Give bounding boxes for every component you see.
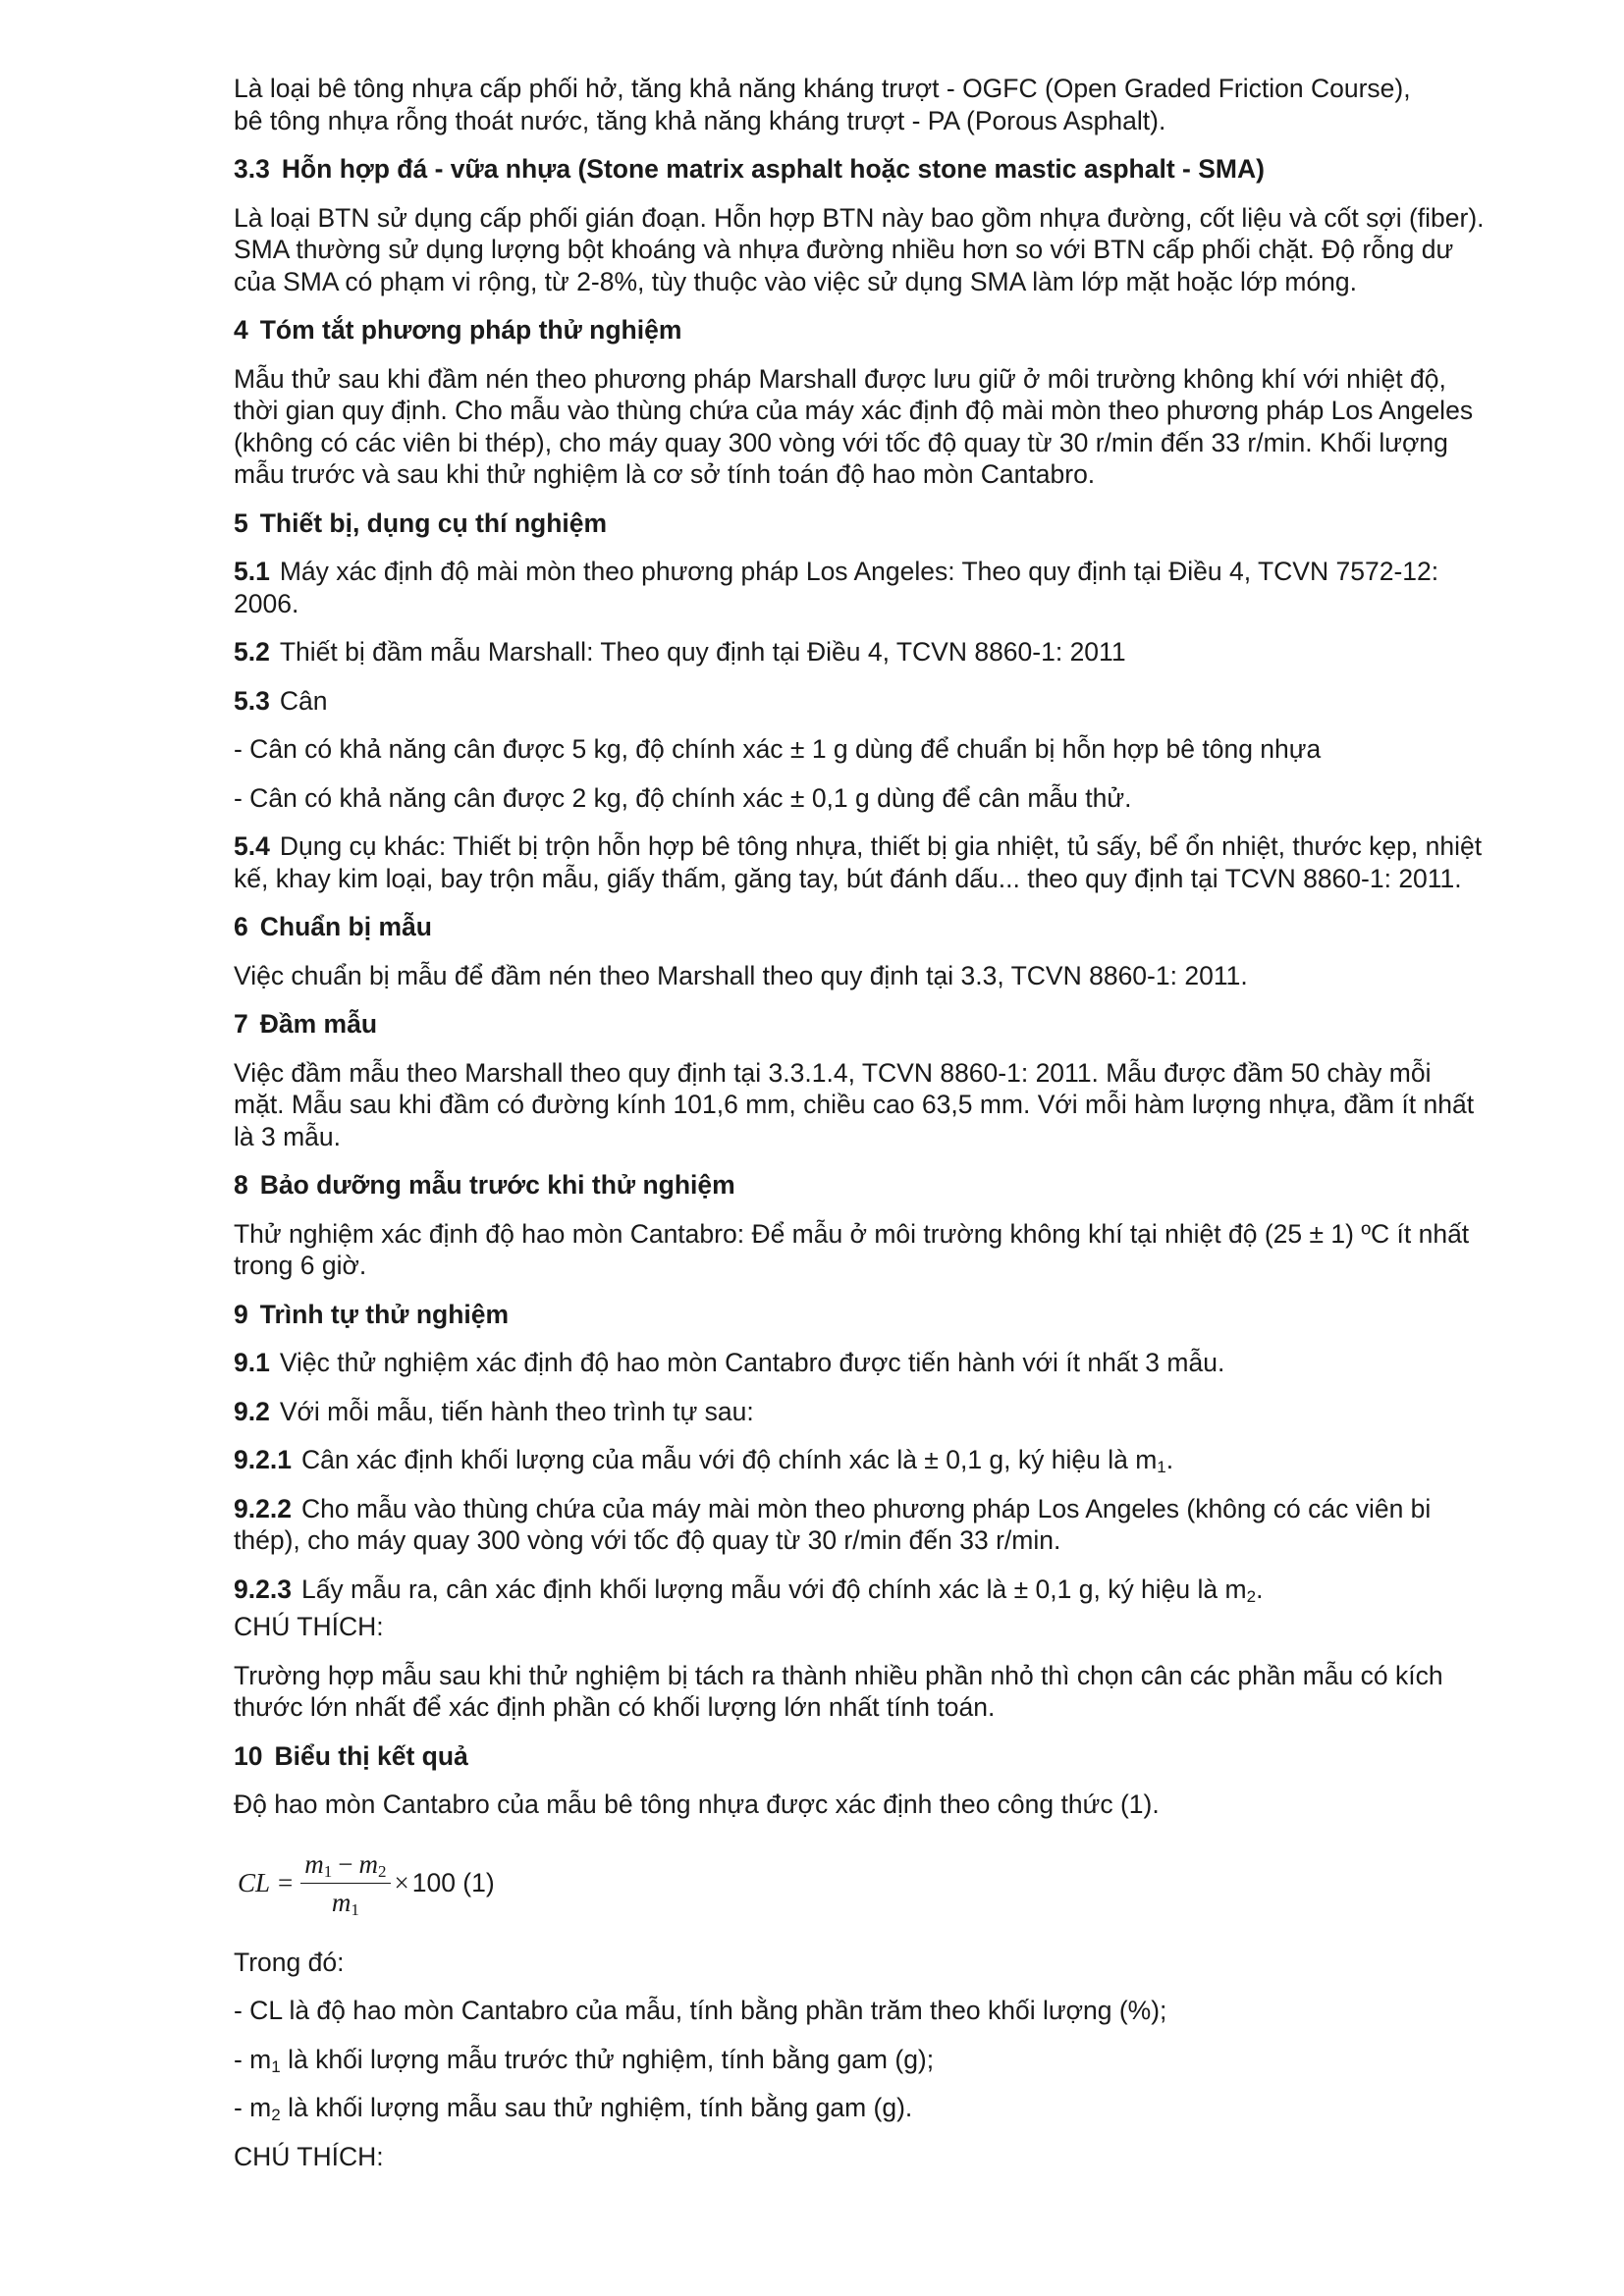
section-title: Bảo dưỡng mẫu trước khi thử nghiệm <box>259 1170 735 1200</box>
list-item-scale-5kg: - Cân có khả năng cân được 5 kg, độ chính xác ± 1 g dùng để chuẩn bị hỗn hợp bê tông nhựa <box>234 734 1322 764</box>
formula-equals: = <box>278 1868 294 1898</box>
section-number: 10 <box>234 1740 263 1771</box>
section-title: Thiết bị, dụng cụ thí nghiệm <box>259 507 608 538</box>
fraction-numerator <box>300 1848 390 1884</box>
clause-number: 9.1 <box>234 1348 270 1377</box>
clause-tail: . <box>1256 1574 1264 1604</box>
clause-5-1 <box>234 556 1486 619</box>
cantabro-formula <box>238 1842 1486 1925</box>
clause-text: Thiết bị đầm mẫu Marshall: Theo quy định tại Điều 4, TCVN 8860-1: 2011 <box>279 637 1126 667</box>
subscript: 1 <box>271 2056 281 2076</box>
clause-9-2-2 <box>234 1493 1486 1557</box>
clause-text: Máy xác định độ mài mòn theo phương pháp Los Angeles: Theo quy định tại Điều 4, TCVN 7572-12: 2006. <box>234 557 1439 618</box>
section-title: Hỗn hợp đá - vữa nhựa (Stone matrix asphalt hoặc stone mastic asphalt - SMA) <box>281 154 1265 184</box>
section-title: Đầm mẫu <box>259 1009 378 1039</box>
clause-number: 5.2 <box>234 637 270 667</box>
definition-prefix: - m <box>234 2093 272 2122</box>
clause-text: Cân <box>279 685 328 716</box>
definition-text: là khối lượng mẫu sau thử nghiệm, tính bằng gam (g). <box>280 2093 913 2122</box>
clause-number: 5.3 <box>234 685 270 716</box>
clause-text: Dụng cụ khác: Thiết bị trộn hỗn hợp bê tông nhựa, thiết bị gia nhiệt, tủ sấy, bể ổn nhiệt, thước kẹp, nhiệt kế, khay kim loại, bay trộn mẫu, giấy thấm, găng tay, bút đánh dấu... theo quy định tại TCVN 8860-1: 2011. <box>234 831 1483 893</box>
numerator-sub-b: 2 <box>378 1861 387 1881</box>
section-title: Chuẩn bị mẫu <box>259 912 432 941</box>
clause-number: 5.1 <box>234 557 270 586</box>
where-label: Trong đó: <box>234 1947 345 1977</box>
formula-factor-and-number: 100 (1) <box>411 1868 495 1898</box>
section-10-paragraph: Độ hao mòn Cantabro của mẫu bê tông nhựa được xác định theo công thức (1). <box>234 1789 1160 1819</box>
list-item-scale-2kg: - Cân có khả năng cân được 2 kg, độ chính xác ± 0,1 g dùng để cân mẫu thử. <box>234 782 1132 813</box>
clause-text: Với mỗi mẫu, tiến hành theo trình tự sau: <box>279 1396 754 1426</box>
document-page <box>234 73 1486 2189</box>
numerator-var-b: m <box>358 1848 378 1879</box>
section-number: 5 <box>234 507 248 538</box>
minus-sign: − <box>338 1848 353 1879</box>
subscript: 2 <box>1246 1586 1257 1606</box>
section-8-paragraph: Thử nghiệm xác định độ hao mòn Cantabro: Để mẫu ở môi trường không khí tại nhiệt độ (25 ± 1) ºC ít nhất trong 6 giờ. <box>234 1218 1470 1280</box>
numerator-var-a: m <box>304 1848 324 1879</box>
section-title: Tóm tắt phương pháp thử nghiệm <box>259 315 682 345</box>
denominator-sub: 1 <box>351 1900 359 1919</box>
intro-line-1: Là loại bê tông nhựa cấp phối hở, tăng khả năng kháng trượt - OGFC (Open Graded Friction Course), <box>234 74 1411 103</box>
formula-lhs: CL <box>238 1868 271 1898</box>
clause-number: 9.2.1 <box>234 1445 292 1474</box>
section-6-heading <box>234 911 1486 943</box>
fraction-denominator <box>332 1884 359 1919</box>
section-title: Biểu thị kết quả <box>274 1740 468 1771</box>
clause-tail: . <box>1165 1445 1174 1474</box>
clause-5-2 <box>234 636 1486 668</box>
clause-number: 9.2.2 <box>234 1493 292 1523</box>
intro-line-2: bê tông nhựa rỗng thoát nước, tăng khả năng kháng trượt - PA (Porous Asphalt). <box>234 105 1166 135</box>
section-3-3-heading <box>234 153 1486 186</box>
clause-9-1 <box>234 1347 1486 1379</box>
definition-m1 <box>234 2044 1486 2076</box>
clause-9-2 <box>234 1396 1486 1428</box>
section-4-paragraph: Mẫu thử sau khi đầm nén theo phương pháp Marshall được lưu giữ ở môi trường không khí với nhiệt độ, thời gian quy định. Cho mẫu vào thùng chứa của máy xác định độ mài mòn theo phương pháp Los Angeles (không có các viên bi thép), cho máy quay 300 vòng với tốc độ quay từ 30 r/min đến 33 r/min. Khối lượng mẫu trước và sau khi thử nghiệm là cơ sở tính toán độ hao mòn Cantabro. <box>234 363 1474 489</box>
note-label: CHÚ THÍCH: <box>234 1612 384 1641</box>
numerator-sub-a: 1 <box>323 1861 333 1881</box>
note-paragraph: Trường hợp mẫu sau khi thử nghiệm bị tách ra thành nhiều phần nhỏ thì chọn cân các phần mẫu có kích thước lớn nhất để xác định phần có khối lượng lớn nhất tính toán. <box>234 1660 1443 1722</box>
intro-paragraph <box>234 73 1486 136</box>
section-number: 9 <box>234 1299 248 1329</box>
section-7-paragraph: Việc đầm mẫu theo Marshall theo quy định tại 3.3.1.4, TCVN 8860-1: 2011. Mẫu được đầm 50 chày mỗi mặt. Mẫu sau khi đầm có đường kính 101,6 mm, chiều cao 63,5 mm. Với mỗi hàm lượng nhựa, đầm ít nhất là 3 mẫu. <box>234 1057 1475 1151</box>
section-title: Trình tự thử nghiệm <box>259 1299 510 1329</box>
subscript: 1 <box>1157 1458 1166 1476</box>
section-number: 8 <box>234 1170 248 1200</box>
note-label-final: CHÚ THÍCH: <box>234 2141 384 2171</box>
definition-text: là khối lượng mẫu trước thử nghiệm, tính bằng gam (g); <box>280 2044 935 2074</box>
section-4-heading <box>234 314 1486 347</box>
clause-number: 9.2.3 <box>234 1574 292 1604</box>
section-3-3-paragraph: Là loại BTN sử dụng cấp phối gián đoạn. Hỗn hợp BTN này bao gồm nhựa đường, cốt liệu và cốt sợi (fiber). SMA thường sử dụng lượng bột khoáng và nhựa đường nhiều hơn so với BTN cấp phối chặt. Độ rỗng dư của SMA có phạm vi rộng, từ 2-8%, tùy thuộc vào việc sử dụng SMA làm lớp mặt hoặc lớp móng. <box>234 202 1485 296</box>
section-7-heading <box>234 1008 1486 1041</box>
section-number: 7 <box>234 1009 248 1039</box>
times-sign: × <box>394 1868 409 1898</box>
section-number: 4 <box>234 315 248 345</box>
section-number: 6 <box>234 912 248 941</box>
section-8-heading <box>234 1169 1486 1201</box>
section-5-heading <box>234 507 1486 540</box>
formula-fraction <box>300 1848 390 1919</box>
section-number: 3.3 <box>234 154 270 184</box>
section-6-paragraph: Việc chuẩn bị mẫu để đầm nén theo Marshall theo quy định tại 3.3, TCVN 8860-1: 2011. <box>234 960 1248 990</box>
clause-text: Cho mẫu vào thùng chứa của máy mài mòn theo phương pháp Los Angeles (không có các viên bi thép), cho máy quay 300 vòng với tốc độ quay từ 30 r/min đến 33 r/min. <box>234 1493 1432 1555</box>
section-10-heading <box>234 1740 1486 1773</box>
clause-text: Lấy mẫu ra, cân xác định khối lượng mẫu với độ chính xác là ± 0,1 g, ký hiệu là m <box>300 1574 1247 1604</box>
definition-prefix: - m <box>234 2044 272 2074</box>
clause-number: 9.2 <box>234 1396 270 1426</box>
clause-text: Cân xác định khối lượng của mẫu với độ chính xác là ± 0,1 g, ký hiệu là m <box>300 1445 1158 1474</box>
clause-9-2-1 <box>234 1444 1486 1476</box>
clause-number: 5.4 <box>234 831 270 861</box>
clause-9-2-3 <box>234 1574 1486 1606</box>
clause-5-4 <box>234 830 1486 894</box>
definition-m2 <box>234 2092 1486 2124</box>
denominator-var: m <box>331 1888 352 1917</box>
clause-text: Việc thử nghiệm xác định độ hao mòn Cantabro được tiến hành với ít nhất 3 mẫu. <box>279 1348 1225 1377</box>
clause-5-3 <box>234 685 1486 718</box>
subscript: 2 <box>271 2106 281 2124</box>
section-9-heading <box>234 1299 1486 1331</box>
definition-cl: - CL là độ hao mòn Cantabro của mẫu, tính bằng phần trăm theo khối lượng (%); <box>234 1996 1167 2025</box>
